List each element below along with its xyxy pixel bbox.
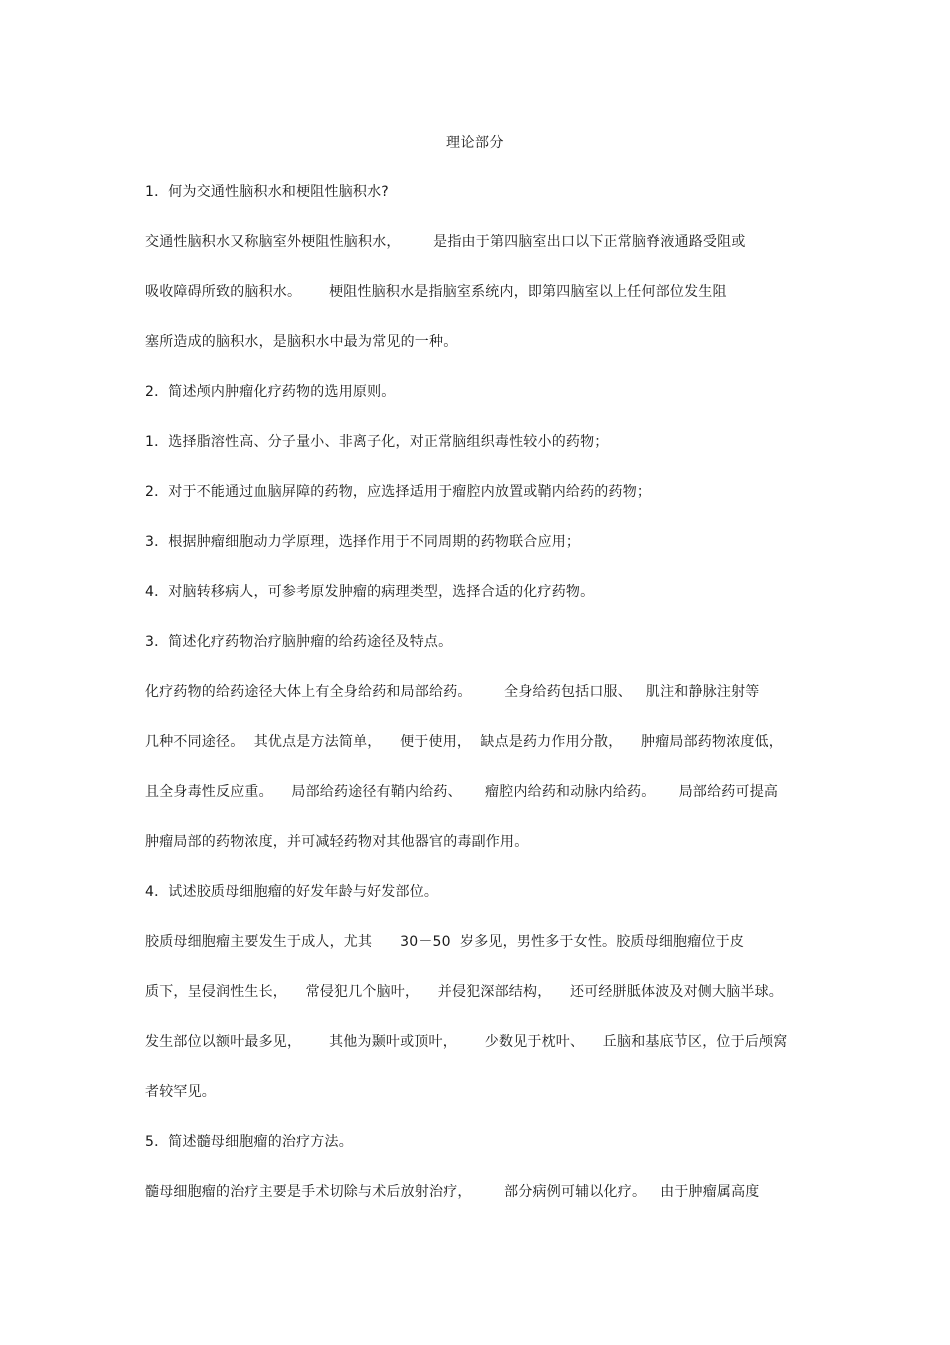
page-title: 理论部分 — [446, 135, 504, 151]
answer-2-item-1: 1．选择脂溶性高、分子量小、非离子化，对正常脑组织毒性较小的药物； — [145, 434, 609, 450]
question-4: 4．试述胶质母细胞瘤的好发年龄与好发部位。 — [145, 884, 439, 900]
answer-4-line-3: 发生部位以额叶最多见， 其他为颞叶或顶叶， 少数见于枕叶、 丘脑和基底节区，位于后颅窝 — [145, 1034, 788, 1050]
answer-1-line-1: 交通性脑积水又称脑室外梗阻性脑积水， 是指由于第四脑室出口以下正常脑脊液通路受阻或 — [145, 234, 746, 250]
answer-2-item-4: 4．对脑转移病人，可参考原发肿瘤的病理类型，选择合适的化疗药物。 — [145, 584, 595, 600]
answer-2-item-3: 3．根据肿瘤细胞动力学原理，选择作用于不同周期的药物联合应用； — [145, 534, 581, 550]
answer-2-item-2: 2．对于不能通过血脑屏障的药物，应选择适用于瘤腔内放置或鞘内给药的药物； — [145, 484, 652, 500]
answer-4-line-2: 质下，呈侵润性生长， 常侵犯几个脑叶， 并侵犯深部结构， 还可经胼胝体波及对侧大脑半球。 — [145, 984, 783, 1000]
answer-1-line-2: 吸收障碍所致的脑积水。 梗阻性脑积水是指脑室系统内，即第四脑室以上任何部位发生阻 — [145, 284, 727, 300]
question-3: 3．简述化疗药物治疗脑肿瘤的给药途径及特点。 — [145, 634, 453, 650]
answer-3-line-4: 肿瘤局部的药物浓度，并可减轻药物对其他器官的毒副作用。 — [145, 834, 529, 850]
question-5: 5．简述髓母细胞瘤的治疗方法。 — [145, 1134, 353, 1150]
answer-5-line-1: 髓母细胞瘤的治疗主要是手术切除与术后放射治疗， 部分病例可辅以化疗。 由于肿瘤属高度 — [145, 1184, 760, 1200]
answer-4-line-1: 胶质母细胞瘤主要发生于成人，尤其 30－50 岁多见，男性多于女性。胶质母细胞瘤位于皮 — [145, 934, 745, 950]
answer-1-line-3: 塞所造成的脑积水，是脑积水中最为常见的一种。 — [145, 334, 458, 350]
answer-4-line-4: 者较罕见。 — [145, 1084, 216, 1100]
question-2: 2．简述颅内肿瘤化疗药物的选用原则。 — [145, 384, 396, 400]
answer-3-line-1: 化疗药物的给药途径大体上有全身给药和局部给药。 全身给药包括口服、 肌注和静脉注射等 — [145, 684, 760, 700]
answer-3-line-2: 几种不同途径。 其优点是方法简单， 便于使用， 缺点是药力作用分散， 肿瘤局部药物浓度低， — [145, 734, 783, 750]
answer-3-line-3: 且全身毒性反应重。 局部给药途径有鞘内给药、 瘤腔内给药和动脉内给药。 局部给药可提高 — [145, 784, 779, 800]
question-1: 1．何为交通性脑积水和梗阻性脑积水? — [145, 184, 389, 200]
